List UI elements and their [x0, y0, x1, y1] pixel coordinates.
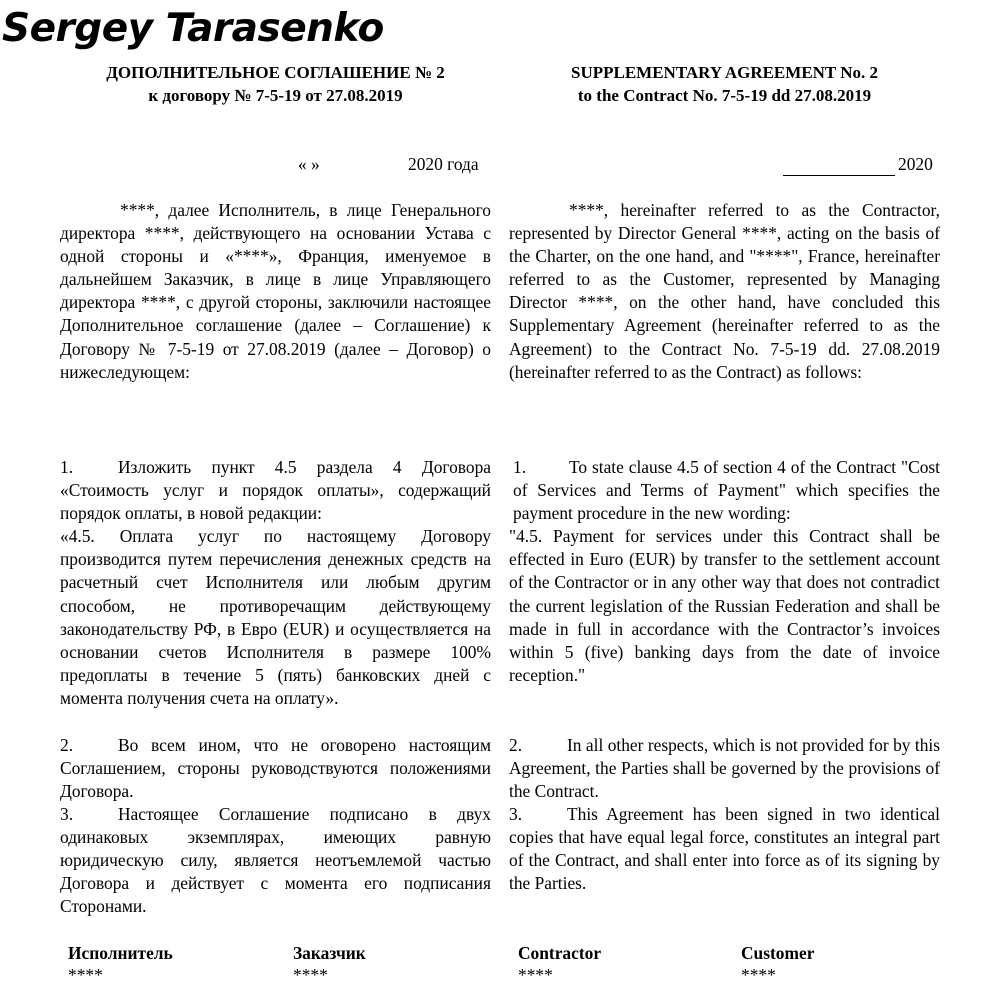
ru-item-3-body: Настоящее Соглашение подписано в двух одинаковых экземплярах, имеющих равную юридическую силу, является неотъемлемой частью Договора и действует с момента его подписания Сторонами. — [60, 804, 491, 917]
ru-signature-customer-label: Заказчик — [293, 943, 366, 963]
ru-column — [60, 0, 491, 1000]
en-item-3 — [509, 803, 940, 895]
ru-signature-customer — [293, 942, 366, 986]
ru-item-1 — [60, 456, 491, 710]
ru-signature-customer-value: **** — [293, 965, 328, 985]
en-item-2 — [509, 734, 940, 803]
en-title-line-2: to the Contract No. 7-5-19 dd 27.08.2019 — [577, 86, 872, 105]
ru-item-1-body: Изложить пункт 4.5 раздела 4 Договора «Стоимость услуг и порядок оплаты», содержащий порядок оплаты, в новой редакции: — [60, 457, 491, 524]
en-item-1 — [509, 456, 940, 687]
en-signature-contractor — [518, 942, 601, 986]
en-signature-customer-label: Customer — [741, 943, 815, 963]
en-column — [509, 0, 940, 1000]
en-preamble: ****, hereinafter referred to as the Contractor, represented by Director General ****, acting on the basis of the Charter, on the one hand, and "****", France, hereinafter referred to as the Customer, represented by Managing Director ****, on the other hand, have concluded this Supplementary Agreement (hereinafter referred to as the Agreement) to the Contract No. 7-5-19 dd. 27.08.2019 (hereinafter referred to as the Contract) as follows: — [509, 200, 940, 382]
ru-title-line-1: ДОПОЛНИТЕЛЬНОЕ СОГЛАШЕНИЕ № 2 — [106, 63, 445, 82]
en-title-line-1: SUPPLEMENTARY AGREEMENT No. 2 — [570, 63, 878, 82]
ru-item-1-text — [60, 456, 491, 525]
en-item-2-number: 2. — [509, 735, 523, 755]
ru-signature-contractor — [68, 942, 173, 986]
ru-item-3-number: 3. — [60, 804, 74, 824]
ru-title-line-2: к договору № 7-5-19 от 27.08.2019 — [148, 86, 403, 105]
en-item-3-number: 3. — [509, 804, 523, 824]
ru-signature-contractor-label: Исполнитель — [68, 943, 173, 963]
en-item-3-body: This Agreement has been signed in two identical copies that have equal legal force, constitutes an integral part of the Contract, and shall enter into force as of its signing by the Parties. — [509, 804, 940, 894]
ru-preamble: ****, далее Исполнитель, в лице Генерального директора ****, действующего на основании Устава с одной стороны и «****», Франция, именуемое в дальнейшем Заказчик, в лице в лице Управляющего директора ****, с другой стороны, заключили настоящее Дополнительное соглашение (далее – Соглашение) к Договору № 7-5-19 от 27.08.2019 (далее – Договор) о нижеследующем: — [60, 200, 491, 382]
author-watermark: Sergey Tarasenko — [2, 6, 384, 51]
ru-item-1-quote: «4.5. Оплата услуг по настоящему Договору производится путем перечисления денежных средств на расчетный счет Исполнителя или любым другим способом, не противоречащим действующему законодательству РФ, в Евро (EUR) и осуществляется на основании счетов Исполнителя в размере 100% предоплаты в течение 5 (пять) банковских дней с момента получения счета на оплату». — [60, 526, 491, 708]
en-signature-contractor-label: Contractor — [518, 943, 602, 963]
en-date-year: 2020 — [898, 154, 933, 174]
ru-item-3-text — [60, 803, 491, 918]
ru-item-2-body: Во всем ином, что не оговорено настоящим Соглашением, стороны руководствуются положениями Договора. — [60, 735, 491, 802]
en-item-2-text — [509, 734, 940, 803]
ru-item-1-number: 1. — [60, 457, 74, 477]
ru-date-year: 2020 года — [408, 154, 479, 174]
ru-item-2-number: 2. — [60, 735, 74, 755]
en-item-1-text — [509, 456, 940, 525]
ru-item-3 — [60, 803, 491, 918]
ru-date-marks: « » — [298, 154, 320, 174]
ru-item-2 — [60, 734, 491, 803]
en-item-2-body: In all other respects, which is not provided for by this Agreement, the Parties shall be governed by the provisions of the Contract. — [509, 735, 940, 802]
en-item-1-number: 1. — [513, 457, 527, 477]
en-item-1-quote: "4.5. Payment for services under this Contract shall be effected in Euro (EUR) by transfer to the settlement account of the Contractor or in any other way that does not contradict the current legislation of the Russian Federation and shall be made in full in accordance with the Contractor’s invoices within 5 (five) banking days from the date of invoice reception." — [509, 526, 940, 685]
en-item-3-text — [509, 803, 940, 895]
ru-signature-contractor-value: **** — [68, 965, 103, 985]
en-signature-contractor-value: **** — [518, 965, 553, 985]
en-signature-customer — [741, 942, 814, 986]
en-item-1-body: To state clause 4.5 of section 4 of the Contract "Cost of Services and Terms of Payment" which specifies the payment procedure in the new wording: — [513, 457, 940, 524]
en-signature-customer-value: **** — [741, 965, 776, 985]
ru-item-2-text — [60, 734, 491, 803]
